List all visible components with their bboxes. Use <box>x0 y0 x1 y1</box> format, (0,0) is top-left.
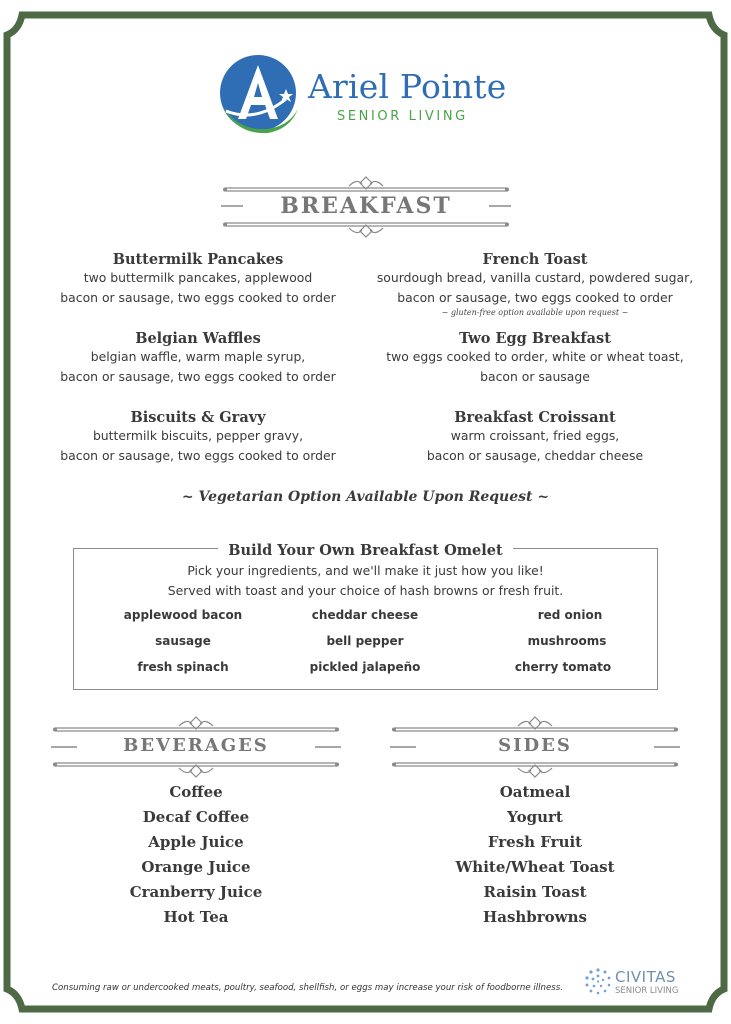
ingredient: bell pepper <box>326 634 404 648</box>
ingredient: cheddar cheese <box>311 608 419 622</box>
menu-item-name: French Toast <box>482 251 588 268</box>
civitas-logo <box>584 967 694 999</box>
beverage-item: Hot Tea <box>163 908 229 926</box>
breakfast-right-column <box>375 409 695 465</box>
side-item: Hashbrowns <box>483 908 587 926</box>
vegetarian-note: ~ Vegetarian Option Available Upon Request ~ <box>181 489 550 505</box>
side-item: Raisin Toast <box>483 883 587 901</box>
menu-item-desc: buttermilk biscuits, pepper gravy, <box>92 428 304 443</box>
omelet-intro: Pick your ingredients, and we'll make it just how you like! <box>187 563 544 578</box>
civitas-dots-icon <box>584 967 612 995</box>
menu-item-desc: bacon or sausage, cheddar cheese <box>426 447 644 463</box>
beverage-item: Coffee <box>169 783 223 801</box>
brand-name: Ariel Pointe <box>308 67 507 106</box>
side-item: White/Wheat Toast <box>455 858 615 876</box>
menu-item-name: Biscuits & Gravy <box>130 409 266 426</box>
breakfast-left-column <box>48 330 348 386</box>
breakfast-right-column <box>375 251 695 317</box>
menu-item-name: Two Egg Breakfast <box>459 330 611 347</box>
sides-title: SIDES <box>498 735 572 756</box>
ingredient: sausage <box>155 634 211 648</box>
beverages-title: BEVERAGES <box>123 735 269 756</box>
civitas-name: CIVITAS <box>615 968 676 986</box>
ingredient: cherry tomato <box>514 660 612 674</box>
ingredient: pickled jalapeño <box>309 660 421 674</box>
civitas-sub: SENIOR LIVING <box>615 986 679 996</box>
side-item: Yogurt <box>507 808 563 826</box>
breakfast-left-column <box>48 251 348 307</box>
beverage-item: Cranberry Juice <box>129 883 263 901</box>
menu-item-desc: bacon or sausage <box>480 368 590 384</box>
breakfast-left-column <box>48 409 348 465</box>
beverage-item: Orange Juice <box>141 858 251 876</box>
menu-item-desc: sourdough bread, vanilla custard, powdered sugar, <box>376 270 694 285</box>
menu-item-desc: bacon or sausage, two eggs cooked to order <box>60 368 336 384</box>
menu-item-desc: belgian waffle, warm maple syrup, <box>90 349 306 364</box>
side-item: Fresh Fruit <box>487 833 583 851</box>
breakfast-right-column <box>375 330 695 386</box>
menu-item-desc: two eggs cooked to order, white or wheat toast, <box>386 349 684 364</box>
ingredient: fresh spinach <box>137 660 229 674</box>
ingredient: red onion <box>537 608 603 622</box>
menu-item-name: Breakfast Croissant <box>454 409 616 426</box>
brand-logo <box>216 53 526 139</box>
beverage-item: Apple Juice <box>148 833 244 851</box>
side-item: Oatmeal <box>499 783 571 801</box>
ingredient: applewood bacon <box>123 608 243 622</box>
menu-item-desc: bacon or sausage, two eggs cooked to order <box>60 289 336 305</box>
omelet-title-wrap <box>73 540 658 559</box>
breakfast-title: BREAKFAST <box>280 193 452 219</box>
ingredient: mushrooms <box>527 634 607 648</box>
menu-item-name: Belgian Waffles <box>135 330 261 347</box>
ariel-pointe-logo-icon <box>216 53 302 139</box>
omelet-served-with: Served with toast and your choice of hash browns or fresh fruit. <box>167 583 564 598</box>
menu-item-desc: bacon or sausage, two eggs cooked to order <box>60 447 336 463</box>
menu-item <box>48 251 348 307</box>
menu-item-desc: bacon or sausage, two eggs cooked to order <box>397 289 673 305</box>
brand-tagline: SENIOR LIVING <box>337 109 468 124</box>
omelet-title: Build Your Own Breakfast Omelet <box>218 542 512 559</box>
beverage-item: Decaf Coffee <box>142 808 250 826</box>
menu-item-desc: warm croissant, fried eggs, <box>450 428 620 443</box>
menu-item-desc: two buttermilk pancakes, applewood <box>83 270 313 285</box>
gluten-free-note: ~ gluten-free option available upon request ~ <box>441 308 629 317</box>
foodborne-illness-disclaimer: Consuming raw or undercooked meats, poultry, seafood, shellfish, or eggs may increase your risk of foodborne illness. <box>52 983 563 993</box>
menu-item-name: Buttermilk Pancakes <box>112 251 284 268</box>
